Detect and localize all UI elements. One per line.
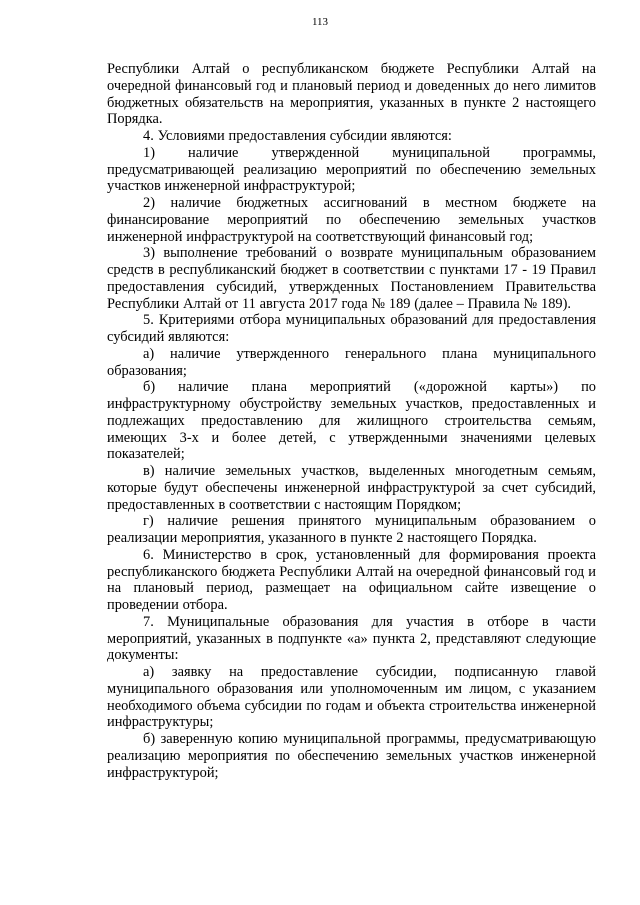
paragraph-criterion-b: б) наличие плана мероприятий («дорожной карты») по инфраструктурному обустройству земельных участков, предоставленных и подлежащих предоставлению для жилищного строительства семьям, имеющих 3-х и более детей, с утвержденными значениями целевых показателей; [107,379,596,463]
paragraph-document-a: а) заявку на предоставление субсидии, подписанную главой муниципального образования или уполномоченным им лицом, с указанием необходимого объема субсидии по годам и объекта строительства инженерной инфраструктуры; [107,664,596,731]
page-number: 113 [311,16,329,28]
paragraph-item-7-heading: 7. Муниципальные образования для участия в отборе в части мероприятий, указанных в подпункте «а» пункта 2, представляют следующие документы: [107,613,596,664]
paragraph-criterion-a: а) наличие утвержденного генерального плана муниципального образования; [107,345,596,379]
paragraph-document-b: б) заверенную копию муниципальной программы, предусматривающую реализацию мероприятия по обеспечению земельных участков инженерной инфраструктурой; [107,731,596,781]
paragraph-item-4-heading: 4. Условиями предоставления субсидии являются: [143,128,452,144]
paragraph-item-5-heading: 5. Критериями отбора муниципальных образований для предоставления субсидий являются: [107,312,596,345]
paragraph-condition-3: 3) выполнение требований о возврате муниципальным образованием средств в республиканский бюджет в соответствии с пунктами 17 - 19 Правил предоставления субсидий, утвержденных Постановлением Правительства Республики Алтай от 11 августа 2017 года № 189 (далее – Правила № 189). [107,245,596,312]
paragraph-item-6: 6. Министерство в срок, установленный для формирования проекта республиканского бюджета Республики Алтай на очередной финансовый год и на плановый период, размещает на официальном сайте извещение о проведении отбора. [107,546,596,613]
paragraph-continuation: Республики Алтай о республиканском бюджете Республики Алтай на очередной финансовый год и плановый период и доведенных до него лимитов бюджетных обязательств на мероприятия, указанных в пункте 2 настоящего Порядка. [107,61,596,128]
paragraph-condition-1: 1) наличие утвержденной муниципальной программы, предусматривающей реализацию мероприятий по обеспечению земельных участков инженерной инфраструктурой; [107,144,596,195]
paragraph-condition-2: 2) наличие бюджетных ассигнований в местном бюджете на финансирование мероприятий по обеспечению земельных участков инженерной инфраструктурой на соответствующий финансовый год; [107,195,596,245]
document-body [107,61,596,781]
paragraph-criterion-g: г) наличие решения принятого муниципальным образованием о реализации мероприятия, указанного в пункте 2 настоящего Порядка. [107,513,596,546]
paragraph-criterion-v: в) наличие земельных участков, выделенных многодетным семьям, которые будут обеспечены инженерной инфраструктурой за счет субсидий, предоставленных в соответствии с настоящим Порядком; [107,463,596,513]
